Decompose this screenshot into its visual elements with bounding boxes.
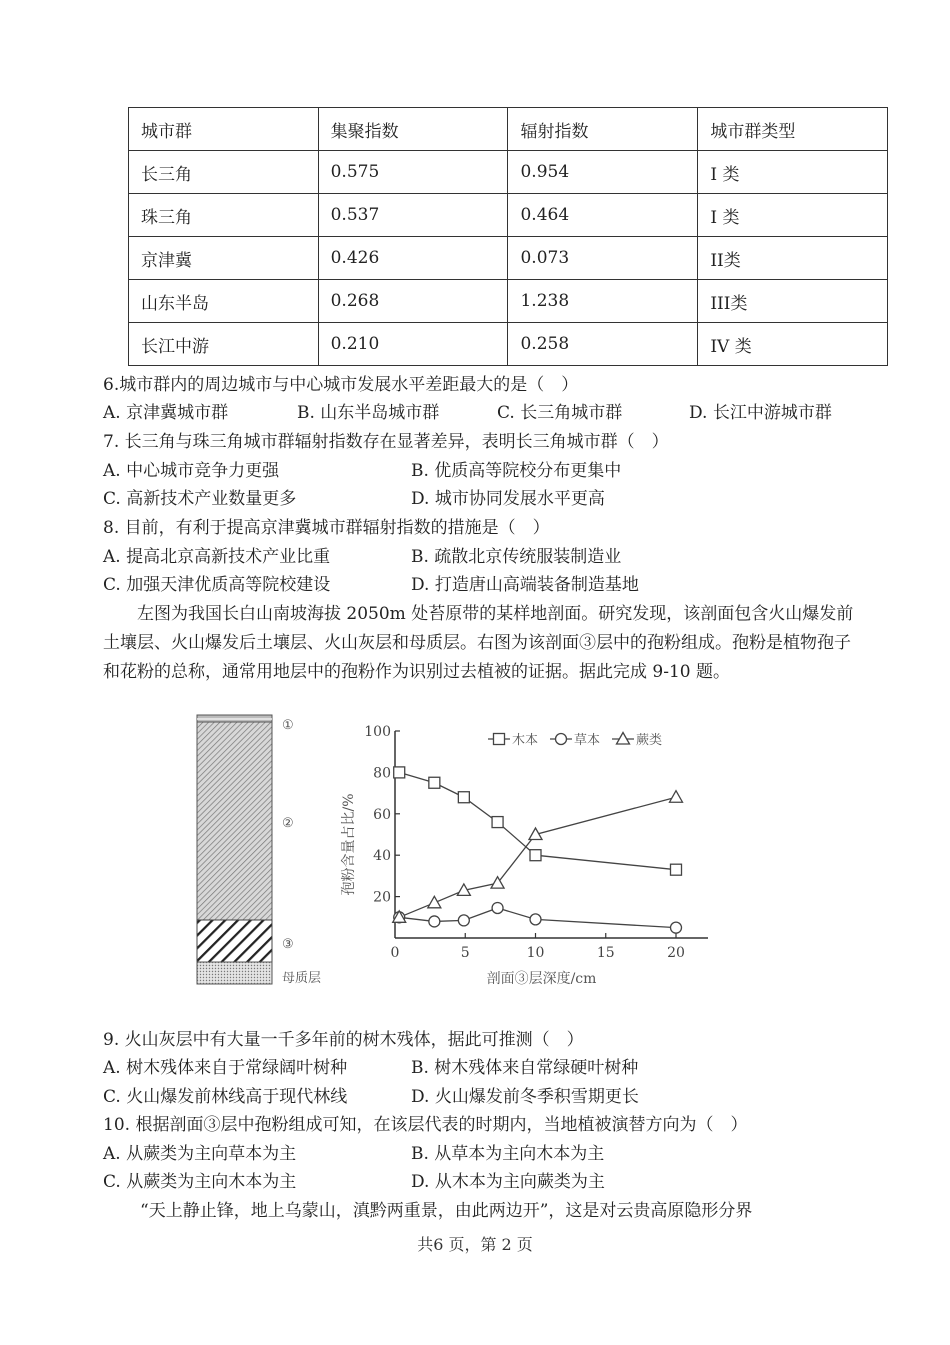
pollen-line-chart bbox=[320, 715, 740, 995]
x-tick-label: 20 bbox=[667, 945, 685, 961]
square-marker bbox=[394, 767, 405, 778]
table-cell: 山东半岛 bbox=[129, 280, 319, 323]
table-cell: 0.210 bbox=[318, 323, 508, 366]
y-tick-label: 80 bbox=[373, 765, 391, 782]
square-marker bbox=[530, 850, 541, 861]
table-cell: 0.464 bbox=[508, 194, 698, 237]
table-row bbox=[129, 194, 888, 237]
question-9-option-d: D. 火山爆发前冬季积雪期更长 bbox=[411, 1087, 639, 1107]
question-8-option-d: D. 打造唐山高端装备制造基地 bbox=[411, 575, 639, 595]
question-9-option-b: B. 树木残体来自常绿硬叶树种 bbox=[411, 1058, 639, 1078]
square-marker bbox=[671, 864, 682, 875]
table-row bbox=[129, 280, 888, 323]
table-header-cell: 城市群 bbox=[129, 108, 319, 151]
legend-label: 蕨类 bbox=[636, 733, 663, 748]
question-10-option-b: B. 从草本为主向木本为主 bbox=[411, 1144, 605, 1164]
table-row bbox=[129, 151, 888, 194]
layer-label-2: ② bbox=[282, 816, 294, 831]
parent-material-band bbox=[197, 962, 272, 984]
question-6-option-c: C. 长三角城市群 bbox=[497, 403, 623, 423]
question-10-option-d: D. 从木本为主向蕨类为主 bbox=[411, 1172, 605, 1192]
table-cell: 长三角 bbox=[129, 151, 319, 194]
page-footer: 共6 页，第 2 页 bbox=[417, 1235, 533, 1254]
soil-profile-diagram bbox=[190, 712, 340, 992]
y-tick-label: 40 bbox=[373, 848, 391, 865]
question-7-option-c: C. 高新技术产业数量更多 bbox=[103, 489, 297, 509]
x-tick-label: 0 bbox=[390, 945, 400, 961]
table-cell: 0.073 bbox=[508, 237, 698, 280]
y-tick-label: 100 bbox=[364, 724, 391, 740]
square-marker bbox=[492, 817, 503, 828]
legend-label: 木本 bbox=[512, 733, 539, 748]
table-cell: 0.537 bbox=[318, 194, 508, 237]
question-7-option-a: A. 中心城市竞争力更强 bbox=[103, 461, 280, 481]
question-8-option-b: B. 疏散北京传统服装制造业 bbox=[411, 547, 622, 567]
circle-marker bbox=[458, 915, 469, 926]
x-tick-label: 15 bbox=[596, 945, 615, 961]
question-9-option-c: C. 火山爆发前林线高于现代林线 bbox=[103, 1087, 348, 1107]
table-cell: 京津冀 bbox=[129, 237, 319, 280]
question-10-option-c: C. 从蕨类为主向木本为主 bbox=[103, 1172, 297, 1192]
layer-2-band bbox=[197, 722, 272, 920]
table-cell: 0.954 bbox=[508, 151, 698, 194]
y-axis-label: 孢粉含量占比/% bbox=[341, 793, 357, 896]
table-cell: 珠三角 bbox=[129, 194, 319, 237]
triangle-marker bbox=[670, 791, 683, 803]
table-cell: 0.268 bbox=[318, 280, 508, 323]
triangle-marker bbox=[491, 877, 504, 889]
table-cell: III类 bbox=[698, 280, 888, 323]
question-8-option-c: C. 加强天津优质高等院校建设 bbox=[103, 575, 331, 595]
city-cluster-table bbox=[128, 107, 888, 366]
question-6-option-d: D. 长江中游城市群 bbox=[689, 403, 832, 423]
table-row bbox=[129, 237, 888, 280]
layer-3-band bbox=[197, 920, 272, 962]
question-9-option-a: A. 树木残体来自于常绿阔叶树种 bbox=[103, 1058, 348, 1078]
question-7-option-d: D. 城市协同发展水平更高 bbox=[411, 489, 605, 509]
question-8-stem: 8. 目前，有利于提高京津冀城市群辐射指数的措施是（ ） bbox=[103, 518, 550, 538]
question-10-stem: 10. 根据剖面③层中孢粉组成可知，在该层代表的时期内，当地植被演替方向为（ ） bbox=[103, 1115, 748, 1135]
table-cell: I 类 bbox=[698, 194, 888, 237]
table-cell: II类 bbox=[698, 237, 888, 280]
circle-marker bbox=[492, 902, 503, 913]
square-marker bbox=[458, 792, 469, 803]
layer-label-1: ① bbox=[282, 718, 294, 733]
triangle-marker bbox=[428, 896, 441, 908]
table-header-cell: 城市群类型 bbox=[698, 108, 888, 151]
question-6-option-a: A. 京津冀城市群 bbox=[103, 403, 229, 423]
legend-label: 草本 bbox=[574, 733, 601, 748]
x-tick-label: 5 bbox=[460, 945, 470, 961]
next-passage-start: “天上静止锋，地上乌蒙山，滇黔两重景，由此两边开”，这是对云贵高原隐形分界 bbox=[140, 1201, 753, 1221]
question-6-option-b: B. 山东半岛城市群 bbox=[297, 403, 440, 423]
table-header-row bbox=[129, 108, 888, 151]
x-tick-label: 10 bbox=[526, 945, 545, 961]
table-header-cell: 辐射指数 bbox=[508, 108, 698, 151]
question-10-option-a: A. 从蕨类为主向草本为主 bbox=[103, 1144, 297, 1164]
y-tick-label: 20 bbox=[373, 889, 391, 906]
square-marker bbox=[429, 777, 440, 788]
circle-marker bbox=[429, 916, 440, 927]
triangle-marker bbox=[617, 733, 630, 745]
layer-label-3: ③ bbox=[282, 937, 294, 952]
question-9-stem: 9. 火山灰层中有大量一千多年前的树木残体，据此可推测（ ） bbox=[103, 1030, 584, 1050]
question-6-stem: 6.城市群内的周边城市与中心城市发展水平差距最大的是（ ） bbox=[103, 375, 579, 395]
table-cell: 长江中游 bbox=[129, 323, 319, 366]
table-cell: 0.575 bbox=[318, 151, 508, 194]
table-row bbox=[129, 323, 888, 366]
table-cell: 0.426 bbox=[318, 237, 508, 280]
passage-9-10: 左图为我国长白山南坡海拔 2050m 处苔原带的某样地剖面。研究发现，该剖面包含火山爆发前土壤层、火山爆发后土壤层、火山灰层和母质层。右图为该剖面③层中的孢粉组成。孢粉是植物孢子和花粉的总称，通常用地层中的孢粉作为识别过去植被的证据。据此完成 9-10 题。 bbox=[103, 604, 854, 682]
question-7-option-b: B. 优质高等院校分布更集中 bbox=[411, 461, 622, 481]
table-cell: 0.258 bbox=[508, 323, 698, 366]
question-8-option-a: A. 提高北京高新技术产业比重 bbox=[103, 547, 331, 567]
layer-label-parent: 母质层 bbox=[282, 971, 322, 986]
circle-marker bbox=[671, 922, 682, 933]
circle-marker bbox=[556, 734, 567, 745]
circle-marker bbox=[530, 914, 541, 925]
table-cell: 1.238 bbox=[508, 280, 698, 323]
table-cell: IV 类 bbox=[698, 323, 888, 366]
y-tick-label: 60 bbox=[373, 806, 391, 823]
square-marker bbox=[494, 734, 505, 745]
x-axis-label: 剖面③层深度/cm bbox=[486, 971, 597, 987]
table-header-cell: 集聚指数 bbox=[318, 108, 508, 151]
table-cell: I 类 bbox=[698, 151, 888, 194]
question-7-stem: 7. 长三角与珠三角城市群辐射指数存在显著差异，表明长三角城市群（ ） bbox=[103, 432, 669, 452]
